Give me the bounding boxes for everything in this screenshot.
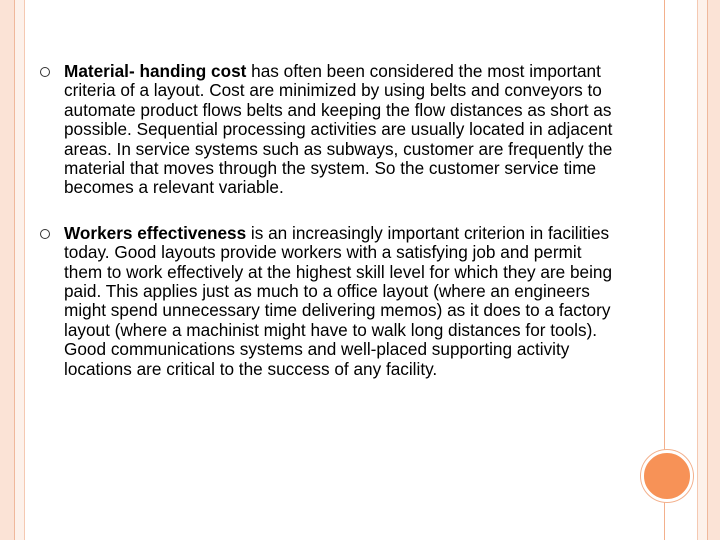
bullet-heading: Material- handing cost — [64, 61, 247, 81]
bullet-body-text: is an increasingly important criterion in facilities today. Good layouts provide workers with a satisfying job and permit them to work effectively at the highest skill level for which they are being paid. This applies just as much to a office layout (where an engineers might spend unnecessary time delivering memos) as it does to a factory layout (where a machinist might have to walk long distances for tools). Good communications systems and well-placed supporting activity locations are critical to the success of any facility. — [64, 222, 613, 379]
bullet-body-text: has often been considered the most important criteria of a layout. Cost are minimized by using belts and conveyors to automate product flows belts and keeping the flow distances as short as possible. Sequential processing activities are usually located in adjacent areas. In service systems such as subways, customer are frequently the material that moves through the system. So the customer service time becomes a relevant variable. — [64, 61, 613, 198]
decorative-vertical-line-top — [664, 0, 665, 450]
decorative-vertical-line-bottom — [664, 502, 665, 540]
decorative-orange-circle — [641, 450, 693, 502]
bullet-circle-icon — [40, 67, 50, 77]
bullet-item-material-handling-cost — [40, 62, 620, 198]
bullet-list — [40, 62, 620, 379]
bullet-item-workers-effectiveness — [40, 224, 620, 379]
bullet-heading: Workers effectiveness — [64, 222, 247, 243]
bullet-circle-icon — [40, 229, 50, 239]
